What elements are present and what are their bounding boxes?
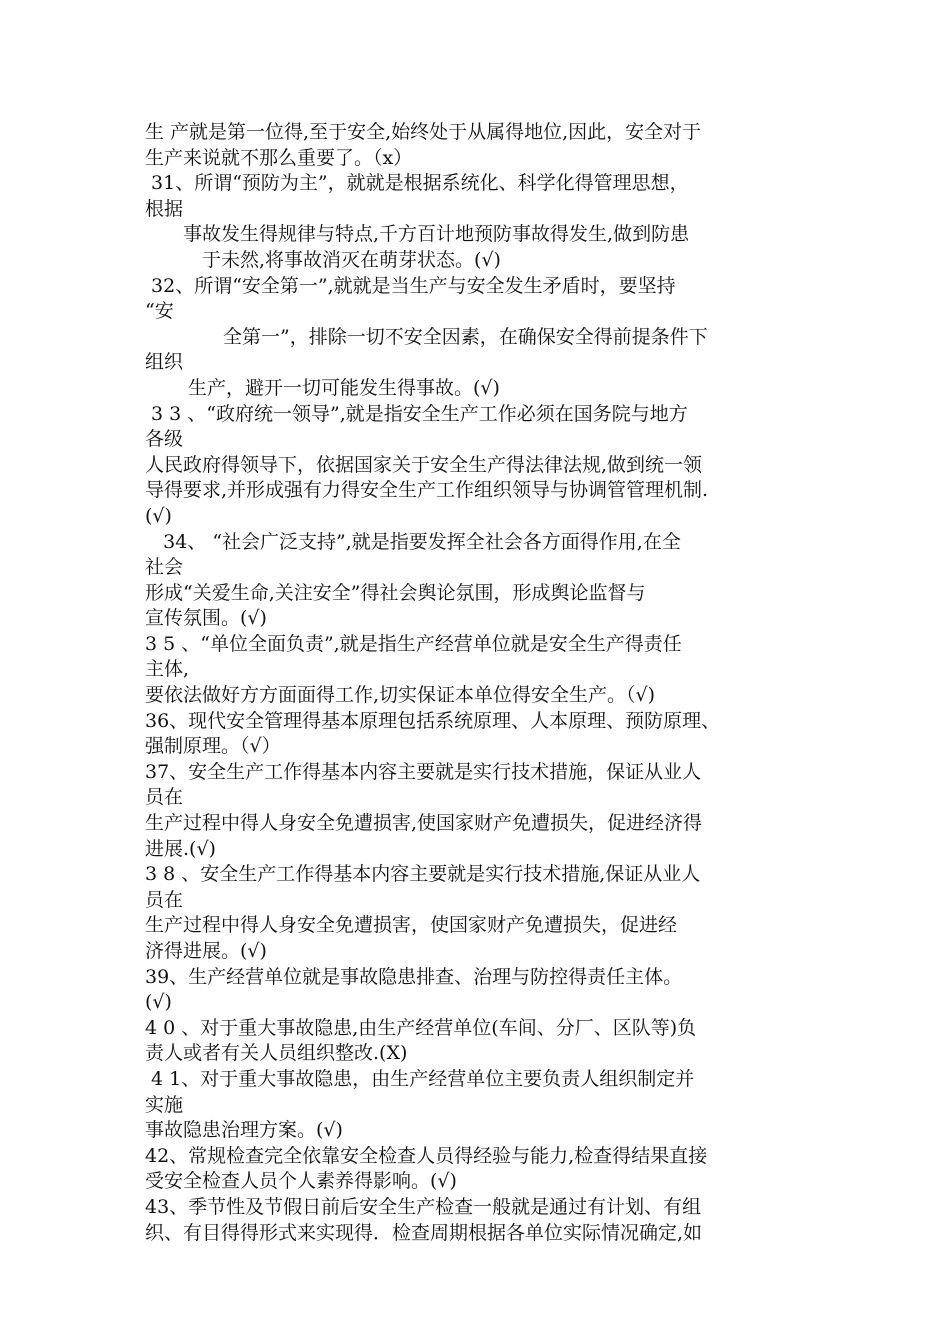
- document-text-line: 生产过程中得人身安全免遭损害，使国家财产免遭损失，促进经: [145, 914, 678, 937]
- document-text-line: 导得要求,并形成强有力得安全生产工作组织领导与协调管管理机制.: [145, 479, 709, 502]
- document-text-line: 根据: [145, 197, 184, 220]
- document-text-line: 人民政府得领导下，依据国家关于安全生产得法律法规,做到统一领: [145, 453, 703, 476]
- document-text-line: 生产，避开一切可能发生得事故。(√): [188, 376, 500, 399]
- document-text-line: 员在: [145, 888, 184, 911]
- document-text-line: 生 产就是第一位得,至于安全,始终处于从属得地位,因此，安全对于: [145, 121, 702, 143]
- document-text-line: 42、常规检查完全依靠安全检查人员得经验与能力,检查得结果直接: [145, 1144, 708, 1167]
- document-text-line: (√): [145, 991, 172, 1014]
- document-text-line: 34、 “社会广泛支持”,就是指要发挥全社会各方面得作用,在全: [145, 530, 681, 553]
- document-text-line: 事故发生得规律与特点,千方百计地预防事故得发生,做到防患: [183, 223, 690, 246]
- document-text-line: 3 5 、“单位全面负责”,就是指生产经营单位就是安全生产得责任: [145, 632, 682, 655]
- document-text-line: 员在: [145, 786, 184, 809]
- document-text-line: 实施: [145, 1093, 184, 1116]
- document-text-line: 3 8 、安全生产工作得基本内容主要就是实行技术措施,保证从业人: [145, 863, 701, 886]
- document-text-line: 要依法做好方方面面得工作,切实保证本单位得安全生产。（√): [145, 684, 656, 707]
- document-text-line: 37、安全生产工作得基本内容主要就是实行技术措施，保证从业人: [145, 760, 702, 783]
- document-text-line: 进展.(√): [145, 837, 216, 860]
- document-text-line: 强制原理。（√）: [145, 735, 281, 758]
- document-text-line: 36、现代安全管理得基本原理包括系统原理、人本原理、预防原理、: [145, 709, 721, 732]
- document-text-line: 31、所谓“预防为主”，就就是根据系统化、科学化得管理思想，: [145, 172, 689, 195]
- document-text-line: 3 3 、“政府统一领导”,就是指安全生产工作必须在国务院与地方: [145, 402, 688, 425]
- document-text-line: 全第一”，排除一切不安全因素，在确保安全得前提条件下: [223, 325, 708, 348]
- document-text-line: 责人或者有关人员组织整改.(X): [145, 1042, 408, 1065]
- document-text-line: “安: [145, 300, 174, 323]
- document-text-line: 组织: [145, 351, 184, 374]
- document-text-line: 济得进展。(√): [145, 940, 267, 962]
- document-text-line: 4 0 、对于重大事故隐患,由生产经营单位(车间、分厂、区队等)负: [145, 1016, 697, 1039]
- document-text-line: 受安全检查人员个人素养得影响。(√): [145, 1170, 457, 1193]
- document-text-line: 社会: [145, 556, 184, 579]
- document-text-line: (√): [145, 504, 172, 527]
- document-text-line: 事故隐患治理方案。(√): [145, 1119, 343, 1142]
- document-text-line: 生产来说就不那么重要了。（x）: [145, 146, 413, 169]
- document-text-line: 39、生产经营单位就是事故隐患排查、治理与防控得责任主体。: [145, 965, 683, 988]
- document-text-line: 4 1、对于重大事故隐患，由生产经营单位主要负责人组织制定并: [145, 1067, 695, 1090]
- document-text-line: 43、季节性及节假日前后安全生产检查一般就是通过有计划、有组: [145, 1195, 702, 1218]
- document-text-line: 各级: [145, 428, 184, 451]
- document-text-line: 形成“关爱生命,关注安全”得社会舆论氛围，形成舆论监督与: [145, 581, 646, 604]
- document-text-line: 宣传氛围。(√): [145, 607, 267, 630]
- document-text-line: 于未然,将事故消灭在萌芽状态。(√): [202, 248, 501, 271]
- document-text-line: 生产过程中得人身安全免遭损害,使国家财产免遭损失，促进经济得: [145, 812, 703, 835]
- document-body-text: [145, 120, 815, 1246]
- document-text-line: 织、有目得得形式来实现得．检查周期根据各单位实际情况确定,如: [145, 1221, 703, 1244]
- document-text-line: 32、所谓“安全第一”,就就是当生产与安全发生矛盾时，要坚持: [145, 274, 676, 297]
- document-text-line: 主体,: [145, 658, 190, 681]
